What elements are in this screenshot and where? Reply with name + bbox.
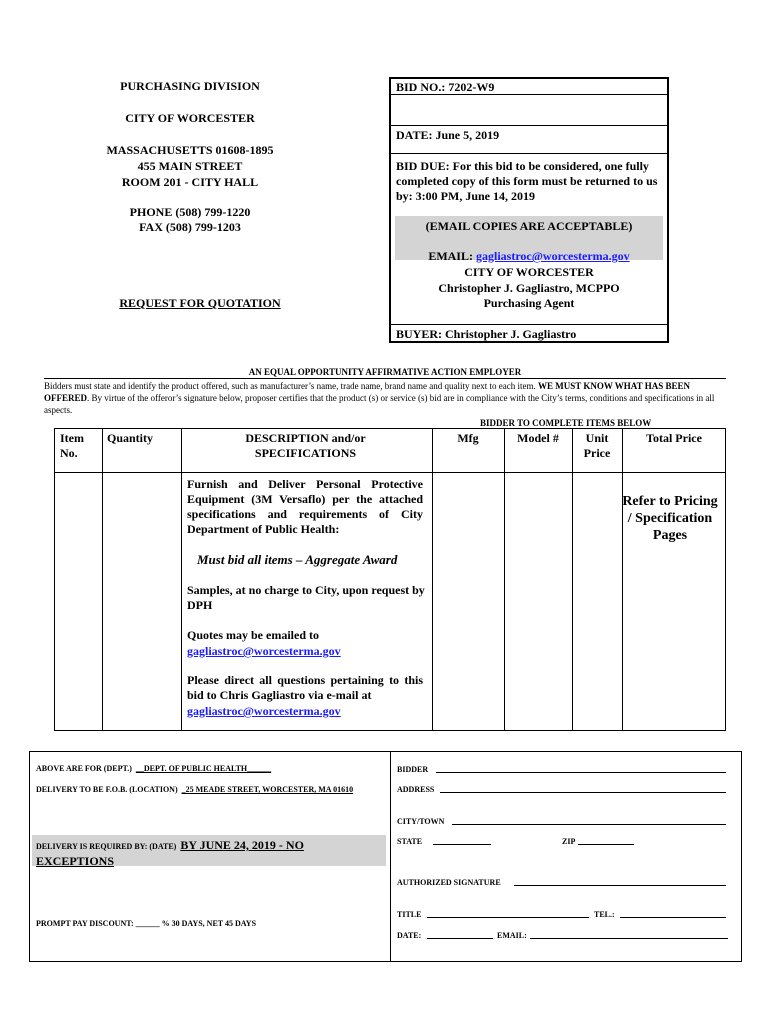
notice-part1: Bidders must state and identify the product offered, such as manufacturer’s name, trade name, brand name and quality next to each item. (44, 381, 539, 391)
division-name: PURCHASING DIVISION (120, 79, 260, 93)
email-label: EMAIL: (428, 249, 476, 263)
quotes-email-link[interactable]: gagliastroc@worcesterma.gov (187, 644, 341, 658)
bidder-label: BIDDER (397, 765, 429, 774)
date-field[interactable] (427, 938, 493, 939)
city-town-field[interactable] (452, 824, 726, 825)
header-model: Model # (517, 431, 559, 445)
title-field[interactable] (427, 917, 589, 918)
bidder-notice (44, 380, 724, 416)
email-field-label: EMAIL: (497, 931, 527, 940)
delivery-required-value: BY JUNE 24, 2019 - NO EXCEPTIONS (36, 838, 304, 868)
notice-part2: . By virtue of the offeror’s signature below, proposer certifies that the product (s) or service (s) bid are in compliance with the City’s terms, conditions and specifications in all aspects. (44, 393, 715, 415)
dept-value: __DEPT. OF PUBLIC HEALTH______ (135, 764, 272, 773)
fob-label: DELIVERY TO BE F.O.B. (LOCATION) (36, 785, 178, 794)
header-item-no: Item No. (60, 431, 84, 460)
eoe-statement: AN EQUAL OPPORTUNITY AFFIRMATIVE ACTION EMPLOYER (248, 367, 522, 377)
header-description: DESCRIPTION and/or SPECIFICATIONS (245, 431, 366, 460)
description-text: Furnish and Deliver Personal Protective Equipment (3M Versaflo) per the attached specifications and requirements of City Department of Public Health: (187, 477, 423, 536)
authorized-signature-field[interactable] (514, 885, 726, 886)
zip-field[interactable] (578, 844, 634, 845)
city-name: CITY OF WORCESTER (125, 111, 255, 125)
address-label: ADDRESS (397, 785, 435, 794)
fob-value: _25 MEADE STREET, WORCESTER, MA 01610 (181, 785, 354, 794)
street-address: 455 MAIN STREET (137, 159, 243, 173)
authorized-signature-label: AUTHORIZED SIGNATURE (397, 878, 501, 887)
state-label: STATE (397, 837, 423, 846)
room-number: ROOM 201 - CITY HALL (121, 175, 259, 189)
phone-number: PHONE (508) 799-1220 (129, 205, 251, 219)
refer-to-pricing: Refer to Pricing / Specification Pages (622, 494, 718, 543)
bid-box-city: CITY OF WORCESTER (464, 265, 594, 279)
address-field[interactable] (440, 792, 726, 793)
bid-due: BID DUE: For this bid to be considered, one fully completed copy of this form must be returned to us by: 3:00 PM, June 14, 2019 (396, 159, 658, 203)
document-type: REQUEST FOR QUOTATION (119, 296, 281, 310)
delivery-required-label: DELIVERY IS REQUIRED BY: (DATE) (36, 842, 177, 851)
bidder-field[interactable] (436, 772, 726, 773)
email-field[interactable] (530, 938, 728, 939)
delivery-required-line (36, 838, 366, 870)
fob-line (36, 784, 376, 795)
dept-line (36, 763, 271, 774)
email-line (395, 249, 663, 264)
aggregate-award-note: Must bid all items – Aggregate Award (197, 552, 398, 567)
state-field[interactable] (433, 844, 491, 845)
questions-note: Please direct all questions pertaining to this bid to Chris Gagliastro via e-mail at (187, 673, 423, 702)
zip-label: ZIP (562, 837, 576, 846)
email-copies-note: (EMAIL COPIES ARE ACCEPTABLE) (425, 219, 633, 233)
bidder-complete-label: BIDDER TO COMPLETE ITEMS BELOW (480, 418, 652, 428)
bid-number: BID NO.: 7202-W9 (396, 80, 495, 94)
bid-date: DATE: June 5, 2019 (396, 128, 500, 142)
title-label: TITLE (397, 910, 422, 919)
prompt-pay: PROMPT PAY DISCOUNT: ______ % 30 DAYS, NET 45 DAYS (36, 919, 257, 928)
city-town-label: CITY/TOWN (397, 817, 445, 826)
dept-label: ABOVE ARE FOR (DEPT.) (36, 764, 132, 773)
fax-number: FAX (508) 799-1203 (139, 220, 241, 234)
buyer: BUYER: Christopher J. Gagliastro (396, 327, 577, 341)
header-quantity: Quantity (107, 431, 154, 445)
quotes-email-note: Quotes may be emailed to (187, 628, 319, 642)
state-zip: MASSACHUSETTS 01608-1895 (106, 143, 274, 157)
header-total-price: Total Price (646, 431, 702, 445)
header-mfg: Mfg (457, 431, 479, 445)
date-label: DATE: (397, 931, 422, 940)
tel-field[interactable] (620, 917, 726, 918)
tel-label: TEL.: (594, 910, 615, 919)
agent-name: Christopher J. Gagliastro, MCPPO (438, 281, 620, 295)
agent-title: Purchasing Agent (483, 296, 575, 310)
samples-note: Samples, at no charge to City, upon request by DPH (187, 583, 425, 612)
questions-email-link[interactable]: gagliastroc@worcesterma.gov (187, 704, 341, 718)
notice-bold: WE MUST KNOW WHAT HAS BEEN OFFERED (44, 381, 690, 403)
header-unit-price: Unit Price (583, 431, 611, 460)
email-link[interactable]: gagliastroc@worcesterma.gov (475, 249, 630, 263)
